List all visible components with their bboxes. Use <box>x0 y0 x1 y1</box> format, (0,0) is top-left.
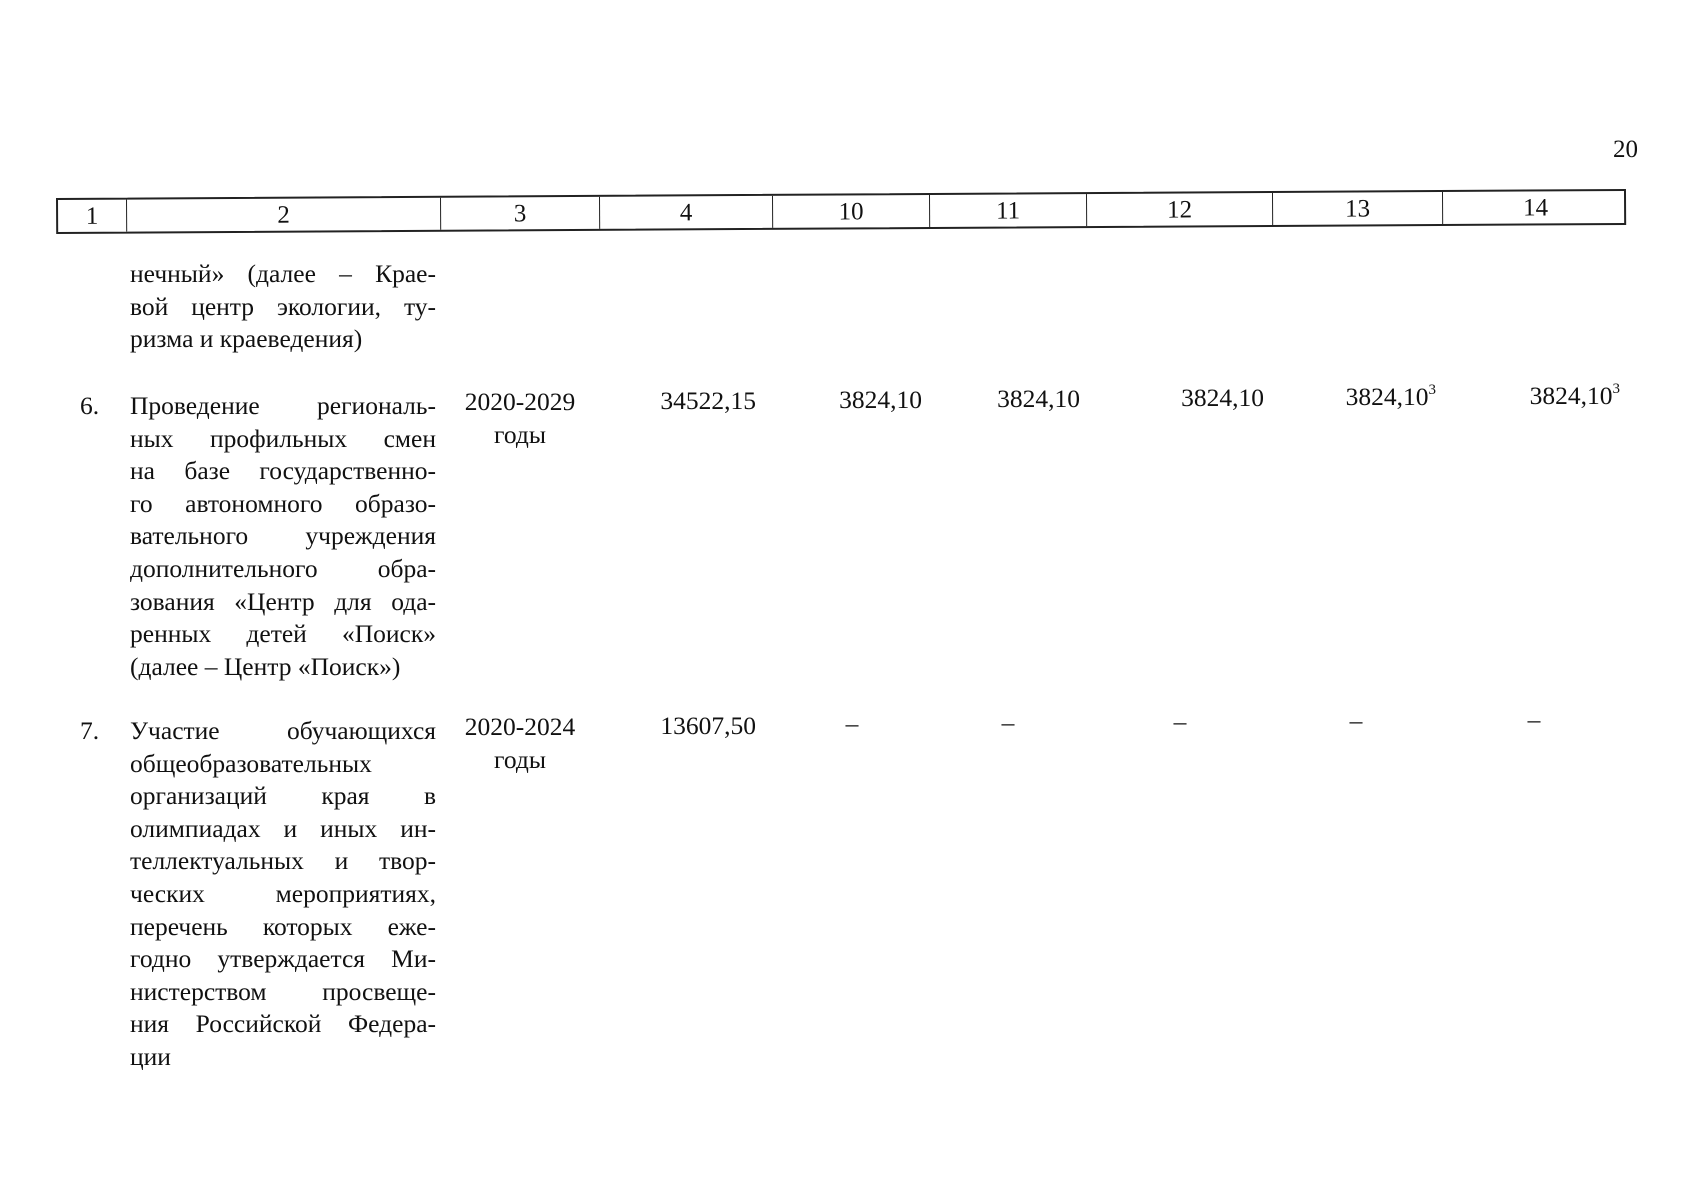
header-col-2: 2 <box>126 198 440 232</box>
continuation-line: нечный» (далее – Крае- <box>130 259 436 288</box>
header-col-11: 11 <box>929 194 1086 227</box>
description-line: на базе государственно- <box>130 456 436 486</box>
table-header-row <box>56 189 1626 234</box>
row-7-col-14: – <box>1527 705 1541 734</box>
footnote-mark: 3 <box>1612 380 1620 397</box>
description-line: зования «Центр для ода- <box>130 586 436 616</box>
row-6-col-10: 3824,10 <box>839 385 922 414</box>
description-line: ческих мероприятиях, <box>130 878 436 908</box>
row-7-description <box>130 715 436 1074</box>
description-line: Проведение региональ- <box>130 391 436 420</box>
row-6-col-11: 3824,10 <box>997 384 1080 413</box>
row-6-number: 6. <box>80 391 100 420</box>
header-col-12: 12 <box>1086 193 1272 226</box>
footnote-mark: 3 <box>1428 381 1436 398</box>
row-7-total: 13607,50 <box>660 711 756 740</box>
continuation-line: вой центр экологии, ту- <box>130 291 436 321</box>
row-6-col-13 <box>1300 381 1436 414</box>
header-col-14: 14 <box>1442 191 1628 224</box>
row-6-description <box>130 390 436 683</box>
description-line: общеобразовательных <box>130 748 372 778</box>
row-6-col-12: 3824,10 <box>1181 383 1264 412</box>
description-line: перечень которых еже- <box>130 911 436 941</box>
description-line: теллектуальных и твор- <box>130 846 436 876</box>
cell-value: 3824,10 <box>1345 382 1429 411</box>
description-line: ции <box>130 1041 171 1071</box>
row-7-number: 7. <box>80 716 100 745</box>
row-7-period <box>450 711 590 776</box>
header-col-13: 13 <box>1272 192 1442 225</box>
description-line: ренных детей «Поиск» <box>130 619 436 649</box>
description-line: годно утверждается Ми- <box>130 944 436 974</box>
description-line: ния Российской Федера- <box>130 1009 436 1039</box>
description-line: олимпиадах и иных ин- <box>130 813 436 843</box>
continuation-text <box>130 258 436 356</box>
description-line: нистерством просвеще- <box>130 976 436 1006</box>
row-6-col-14 <box>1480 380 1620 413</box>
description-line: Участие обучающихся <box>130 716 436 745</box>
row-6-period <box>450 386 590 451</box>
period-unit: годы <box>494 419 546 449</box>
description-line: организаций края в <box>130 781 436 811</box>
period-years: 2020-2029 <box>464 387 576 416</box>
continuation-line: ризма и краеведения) <box>130 324 363 354</box>
row-7-col-11: – <box>1001 708 1015 737</box>
row-7-col-10: – <box>845 709 859 738</box>
description-line: дополнительного обра- <box>130 553 436 583</box>
row-7-col-12: – <box>1173 707 1187 736</box>
description-line: (далее – Центр «Поиск») <box>130 651 401 681</box>
description-line: ных профильных смен <box>130 423 436 453</box>
row-6-total: 34522,15 <box>660 386 756 415</box>
page-number: 20 <box>1613 136 1638 163</box>
period-years: 2020-2024 <box>464 712 576 741</box>
description-line: го автономного образо- <box>130 488 436 518</box>
header-col-3: 3 <box>440 197 599 230</box>
header-col-1: 1 <box>85 202 99 230</box>
cell-value: 3824,10 <box>1529 381 1613 410</box>
row-7-col-13: – <box>1349 706 1363 735</box>
header-col-4: 4 <box>599 196 772 229</box>
period-unit: годы <box>494 744 546 774</box>
header-col-10: 10 <box>772 195 929 228</box>
description-line: вательного учреждения <box>130 521 436 551</box>
